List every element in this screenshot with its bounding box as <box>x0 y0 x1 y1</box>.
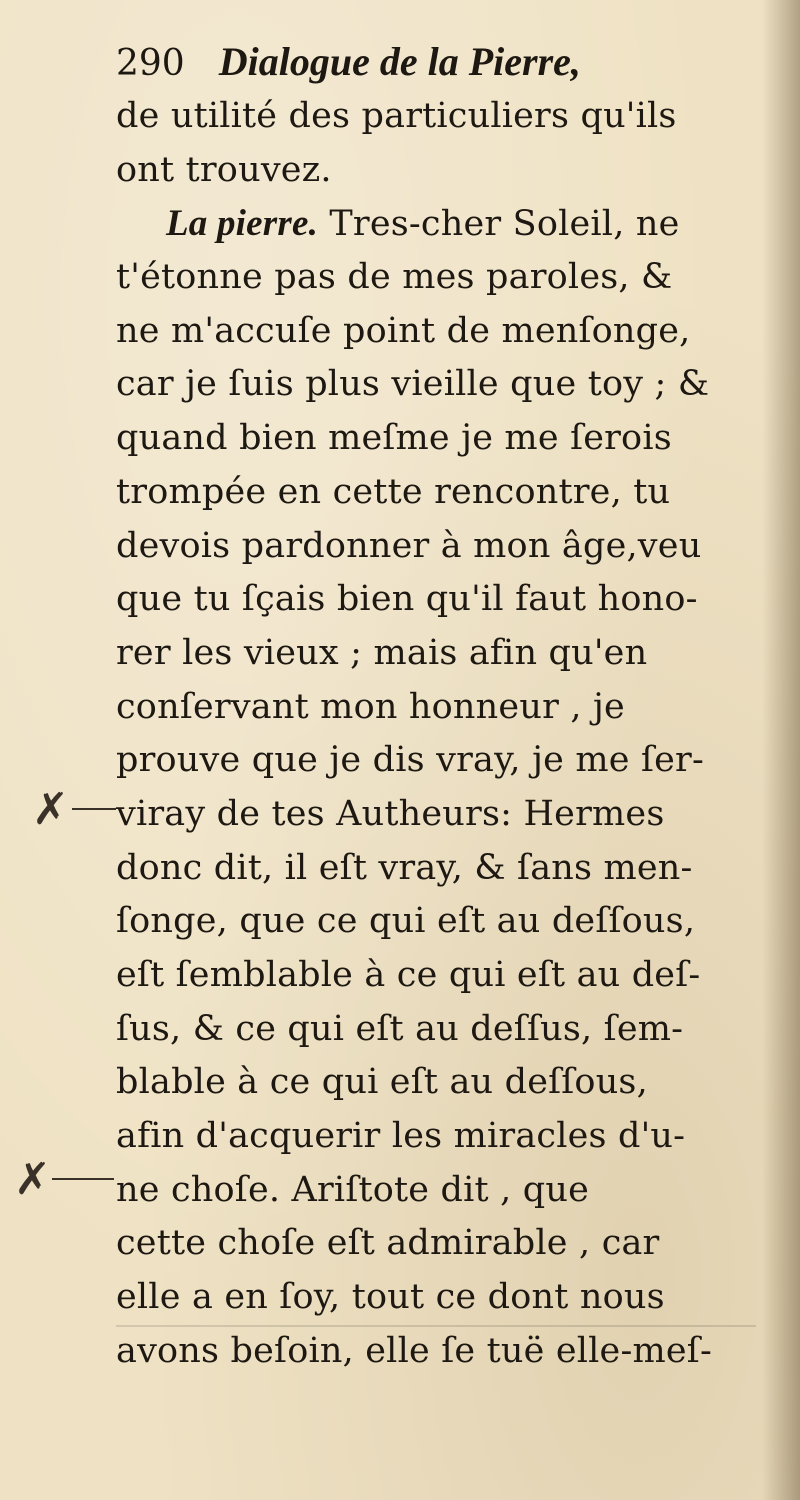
text-line: elle a en ſoy, tout ce dont nous <box>116 1277 665 1318</box>
text-line: eſt ſemblable à ce qui eſt au deſ- <box>116 955 701 995</box>
page-header <box>116 38 756 98</box>
body-text <box>116 90 776 1379</box>
text-line: trompée en cette rencontre, tu <box>116 471 671 512</box>
text-line: afin d'acquerir les miracles d'u- <box>116 1116 686 1157</box>
text-line: ne choſe. Ariſtote dit , que <box>116 1169 590 1210</box>
text-line: car je ſuis plus vieille que toy ; & <box>116 364 710 405</box>
margin-pen-stroke <box>52 1178 114 1180</box>
running-title: Dialogue de la Pierre, <box>218 39 581 84</box>
text-line: cette choſe eſt admirable , car <box>116 1223 660 1264</box>
page-number: 290 <box>116 43 185 84</box>
text-line: ne m'accuſe point de menſonge, <box>116 310 691 351</box>
text-line: quand bien meſme je me ſerois <box>116 418 672 459</box>
text-line: ont trouvez. <box>116 149 332 190</box>
text-line: blable à ce qui eſt au deſſous, <box>116 1062 648 1103</box>
margin-cross-mark: ✗ <box>14 1154 51 1205</box>
margin-cross-mark: ✗ <box>32 784 69 835</box>
text-line: viray de tes Autheurs: Hermes <box>116 793 665 834</box>
speaker-label: La pierre. <box>166 203 319 245</box>
margin-pen-stroke <box>72 808 116 810</box>
page-bottom-edge <box>116 1325 756 1327</box>
text-line: conſervant mon honneur , je <box>116 686 625 727</box>
text-line: rer les vieux ; mais afin qu'en <box>116 632 648 673</box>
text-line: donc dit, il eſt vray, & ſans men- <box>116 847 693 888</box>
text-line: ſonge, que ce qui eſt au deſſous, <box>116 901 696 942</box>
speaker-line-text: Tres-cher Soleil, ne <box>329 204 680 245</box>
text-line: avons beſoin, elle ſe tuë elle-meſ- <box>116 1330 712 1371</box>
text-line: que tu ſçais bien qu'il faut hono- <box>116 579 698 620</box>
text-line: prouve que je dis vray, je me ſer- <box>116 740 705 781</box>
text-line: t'étonne pas de mes paroles, & <box>116 257 673 298</box>
speaker-line <box>116 197 776 251</box>
text-line: devois pardonner à mon âge,veu <box>116 525 702 566</box>
text-line: de utilité des particuliers qu'ils <box>116 96 677 136</box>
text-line: ſus, & ce qui eſt au deſſus, ſem- <box>116 1008 684 1049</box>
